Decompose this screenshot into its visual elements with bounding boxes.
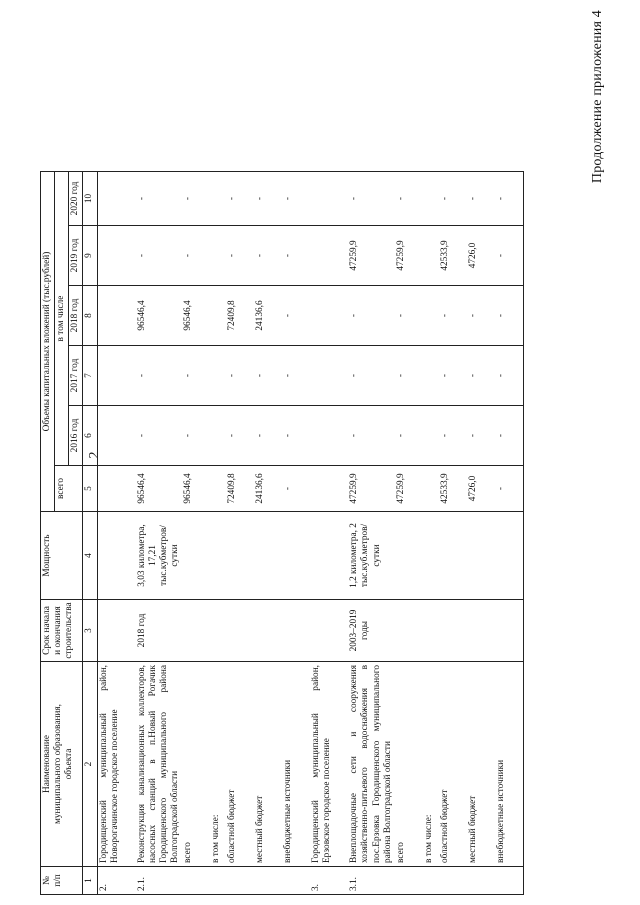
row-value: - [439,346,467,406]
row-value: - [182,346,210,406]
row-value: 4726,0 [467,226,495,286]
header-colnum: 2 [83,662,97,867]
row-value: 96546,4 [136,466,183,512]
header-year: 2020 год [69,172,83,226]
row-number [439,867,467,895]
row-value: 42533,9 [439,226,467,286]
row-value: - [395,346,423,406]
row-value: - [254,406,282,466]
row-value: - [136,406,183,466]
table-row [310,172,348,895]
row-value [97,346,136,406]
row-period [395,600,423,662]
row-value: 47259,9 [348,466,395,512]
row-number [210,867,226,895]
row-value: 47259,9 [348,226,395,286]
row-name: Городищенский муниципальный район, Новорогачинское городское поселение [97,662,136,867]
row-name: областной бюджет [439,662,467,867]
row-value: - [226,226,254,286]
row-number [182,867,210,895]
row-value: 24136,6 [254,286,282,346]
row-value: - [495,286,524,346]
row-name: местный бюджет [467,662,495,867]
row-value [97,406,136,466]
row-period [282,600,310,662]
header-period: Срок начала и окончания строительства [41,600,83,662]
row-power [97,512,136,600]
row-power [495,512,524,600]
row-power [226,512,254,600]
row-power [182,512,210,600]
row-value [210,346,226,406]
row-number: 2.1. [136,867,183,895]
row-value [97,286,136,346]
row-value: - [136,226,183,286]
row-value: 72409,8 [226,286,254,346]
row-name: областной бюджет [226,662,254,867]
row-value: - [495,172,524,226]
row-value [310,346,348,406]
row-number [282,867,310,895]
table-row [395,172,423,895]
row-value: 96546,4 [136,286,183,346]
header-colnum: 10 [83,172,97,226]
row-period [439,600,467,662]
row-value: 96546,4 [182,466,210,512]
row-value [97,172,136,226]
row-value: 24136,6 [254,466,282,512]
row-value: - [348,406,395,466]
row-value: - [395,286,423,346]
row-value: - [282,466,310,512]
header-total: всего [55,466,83,512]
header-colnum: 8 [83,286,97,346]
row-value: - [495,406,524,466]
row-name: внебюджетные источники [282,662,310,867]
row-value: - [136,172,183,226]
row-value: - [182,406,210,466]
table-row [348,172,395,895]
row-value: - [348,346,395,406]
header-name: Наименование муниципального образования, объекта [41,662,83,867]
row-value [423,466,439,512]
row-period [495,600,524,662]
header-power: Мощность [41,512,83,600]
row-power [254,512,282,600]
table-row [254,172,282,895]
header-colnum: 3 [83,600,97,662]
row-period [423,600,439,662]
header-colnum: 9 [83,226,97,286]
row-value [310,286,348,346]
row-value: - [439,172,467,226]
row-value: - [226,406,254,466]
row-value [310,172,348,226]
row-name: местный бюджет [254,662,282,867]
table-row [226,172,254,895]
row-period: 2003–2019 годы [348,600,395,662]
row-number: 2. [97,867,136,895]
row-name: всего [182,662,210,867]
row-value: - [182,226,210,286]
row-name: внебюджетные источники [495,662,524,867]
row-value: - [395,172,423,226]
row-value [210,226,226,286]
row-number [423,867,439,895]
row-value: - [136,346,183,406]
row-value: 47259,9 [395,466,423,512]
row-value [423,406,439,466]
header-no: № п/п [41,867,83,895]
row-value: - [282,172,310,226]
row-name: Городищенский муниципальный район, Ерзовское городское поселение [310,662,348,867]
table-row [97,172,136,895]
row-power [395,512,423,600]
row-name: Внеплощадочные сети и сооружения хозяйственно-питьевого водоснабжения в пос.Ерзовка Городищенского муниципального района Волгоградской области [348,662,395,867]
row-value: - [282,406,310,466]
row-value: - [348,172,395,226]
row-value [210,286,226,346]
row-value [97,466,136,512]
row-power [310,512,348,600]
row-value: - [282,346,310,406]
row-period: 2018 год [136,600,183,662]
row-number [495,867,524,895]
row-value: - [395,406,423,466]
table-row [282,172,310,895]
appendix-caption: Продолжение приложения 4 [590,10,605,184]
row-value: 42533,9 [439,466,467,512]
row-value [310,406,348,466]
row-value: 47259,9 [395,226,423,286]
row-power [210,512,226,600]
header-year: 2016 год [69,406,83,466]
table-row [467,172,495,895]
investment-table [40,171,524,895]
row-name: Реконструкция канализационных коллекторов, насосных станций в п.Новый Рогачик Городищенского муниципального района Волгоградской области [136,662,183,867]
row-period [97,600,136,662]
row-period [254,600,282,662]
row-name: в том числе: [210,662,226,867]
row-name: всего [395,662,423,867]
row-period [226,600,254,662]
row-period [467,600,495,662]
row-value: - [467,406,495,466]
row-value: - [226,172,254,226]
row-value: - [282,286,310,346]
row-value: - [495,346,524,406]
row-value: - [182,172,210,226]
row-value: - [495,466,524,512]
row-value: - [254,172,282,226]
header-colnum: 6 [83,406,97,466]
table-row [423,172,439,895]
header-year: 2017 год [69,346,83,406]
row-value: - [282,226,310,286]
header-year: 2019 год [69,226,83,286]
row-power [467,512,495,600]
row-value: 72409,8 [226,466,254,512]
table-row [439,172,467,895]
row-value: - [254,346,282,406]
row-value [310,226,348,286]
row-power [423,512,439,600]
row-value [423,172,439,226]
row-value: - [439,406,467,466]
row-period [210,600,226,662]
row-number: 3.1. [348,867,395,895]
row-value: - [495,226,524,286]
row-value [310,466,348,512]
row-value: - [467,286,495,346]
row-value: - [254,226,282,286]
header-year: 2018 год [69,286,83,346]
header-incl: в том числе [55,172,69,466]
row-value: - [467,346,495,406]
row-power [439,512,467,600]
row-value: - [467,172,495,226]
row-number [467,867,495,895]
row-power [282,512,310,600]
row-number: 3. [310,867,348,895]
row-value [423,286,439,346]
row-power: 1,2 километра, 2 тыс.куб.метров/сутки [348,512,395,600]
header-colnum: 1 [83,867,97,895]
row-value [210,172,226,226]
row-value: - [439,286,467,346]
header-colnum: 5 [83,466,97,512]
table-row [210,172,226,895]
page-number: 2 [87,451,102,459]
header-colnum: 4 [83,512,97,600]
row-power: 3,03 километра, 17,21 тыс.кубметров/сутки [136,512,183,600]
header-colnum: 7 [83,346,97,406]
table-row [182,172,210,895]
header-invest: Объемы капитальных вложений (тыс.рублей) [41,172,55,512]
row-period [182,600,210,662]
row-value: 96546,4 [182,286,210,346]
row-value: 4726,0 [467,466,495,512]
row-name: в том числе: [423,662,439,867]
row-period [310,600,348,662]
row-number [395,867,423,895]
row-value [423,226,439,286]
table-body [97,172,523,895]
row-value [210,466,226,512]
row-value: - [226,346,254,406]
row-value [423,346,439,406]
row-number [226,867,254,895]
row-value [210,406,226,466]
row-value [97,226,136,286]
table-row [136,172,183,895]
row-value: - [348,286,395,346]
table-row [495,172,524,895]
row-number [254,867,282,895]
